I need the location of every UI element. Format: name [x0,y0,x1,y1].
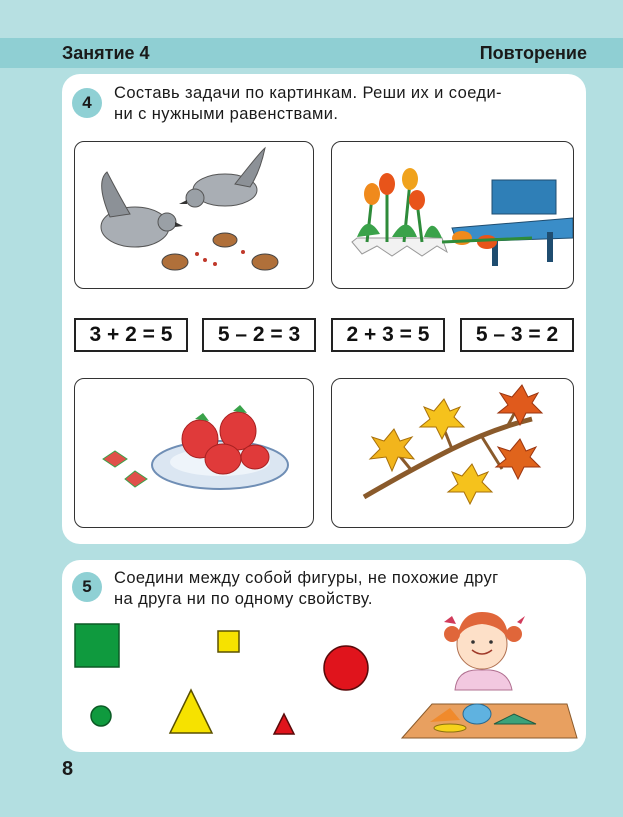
green-square[interactable] [75,624,119,667]
birds-illustration [75,142,313,288]
green-circle[interactable] [91,706,111,726]
lesson-title: Занятие 4 [62,43,150,63]
strawberries-illustration [75,379,313,527]
red-circle[interactable] [324,646,368,690]
task-5-text-line-1: Соедини между собой фигуры, не похожие друг [114,569,499,587]
birds-picture[interactable] [74,141,314,289]
equation-card[interactable]: 5 – 2 = 3 [202,318,316,352]
task-5-number: 5 [72,572,102,602]
tulips-bench-illustration [332,142,573,288]
red-triangle[interactable] [274,714,294,734]
yellow-triangle[interactable] [170,690,212,733]
maple-branch-picture[interactable] [331,378,574,528]
task-4-card [62,74,586,544]
yellow-square[interactable] [218,631,239,652]
task-4-number: 4 [72,88,102,118]
lesson-topic: Повторение [479,43,587,63]
task-4-text-line-2: ни с нужными равенствами. [114,105,339,123]
task-4-text-line-1: Составь задачи по картинкам. Реши их и соеди- [114,84,502,102]
equation-card[interactable]: 5 – 3 = 2 [460,318,574,352]
girl-illustration [402,612,577,738]
maple-branch-illustration [332,379,573,527]
tulips-bench-picture[interactable] [331,141,574,289]
equation-card[interactable]: 2 + 3 = 5 [331,318,445,352]
task-5-card [62,560,586,752]
top-band [0,0,623,38]
shapes-area [62,560,586,752]
strawberries-picture[interactable] [74,378,314,528]
equation-card[interactable]: 3 + 2 = 5 [74,318,188,352]
lesson-header [0,38,623,68]
task-5-text-line-2: на друга ни по одному свойству. [114,590,373,608]
page-number: 8 [62,758,74,780]
